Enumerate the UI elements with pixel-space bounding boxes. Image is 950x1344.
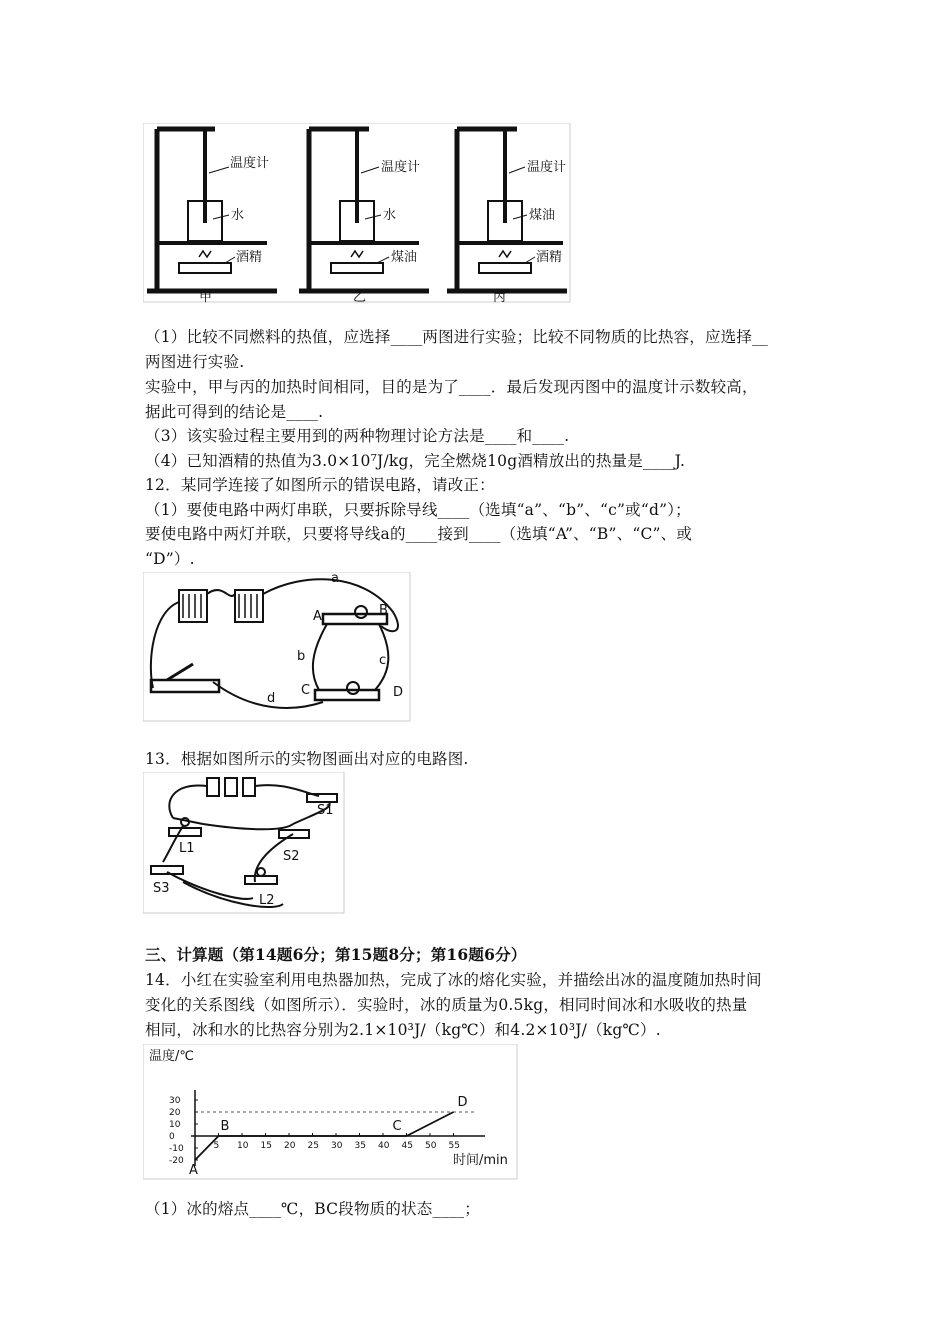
- x-tick-label: 10: [237, 1141, 249, 1151]
- x-tick-label: 15: [260, 1141, 272, 1151]
- physical-circuit-figure: [143, 772, 345, 914]
- label-water-jia: 水: [231, 208, 245, 223]
- terminal-A-label: A: [313, 609, 322, 624]
- label-thermometer-yi: 温度计: [381, 160, 421, 175]
- x-tick-label: 5: [213, 1141, 220, 1151]
- label-thermometer-bing: 温度计: [527, 160, 567, 175]
- point-label-A: A: [189, 1163, 198, 1178]
- point-label-C: C: [392, 1119, 402, 1134]
- q12-line-1: 12．某同学连接了如图所示的错误电路，请改正：: [145, 476, 495, 494]
- y-tick-label: -20: [169, 1156, 184, 1166]
- lamp-L2-label: L2: [259, 893, 275, 908]
- y-tick-label: 20: [169, 1108, 181, 1118]
- x-tick-label: 35: [354, 1141, 366, 1151]
- q11-line-3: 实验中，甲与丙的加热时间相同，目的是为了____．最后发现丙图中的温度计示数较高，: [145, 378, 758, 396]
- q12-line-3: 要使电路中两灯并联，只要将导线a的____接到____（选填“A”、“B”、“C”、或: [145, 525, 693, 543]
- q11-line-5: （3）该实验过程主要用到的两种物理讨论方法是____和____.: [145, 427, 570, 445]
- y-tick-label: 0: [169, 1132, 175, 1142]
- q11-line-6: （4）已知酒精的热值为3.0×10⁷J/kg，完全燃烧10g酒精放出的热量是____J.: [145, 452, 686, 470]
- terminal-B-label: B: [379, 603, 388, 618]
- q11-line-2: 两图进行实验.: [145, 353, 245, 371]
- x-tick-label: 30: [331, 1141, 343, 1151]
- q14-line-1: 14．小红在实验室利用电热器加热，完成了冰的熔化实验，并描绘出冰的温度随加热时间: [145, 971, 762, 989]
- switch-S3-label: S3: [153, 881, 170, 896]
- x-tick-label: 45: [401, 1141, 413, 1151]
- point-label-B: B: [220, 1119, 230, 1134]
- x-tick-label: 25: [307, 1141, 319, 1151]
- y-tick-label: 10: [169, 1120, 181, 1130]
- q11-line-1: （1）比较不同燃料的热值，应选择____两图进行实验；比较不同物质的比热容，应选择__: [145, 328, 768, 346]
- q12-line-2: （1）要使电路中两灯串联，只要拆除导线____（选填“a”、“b”、“c”或“d”）；: [145, 501, 691, 519]
- label-kerosene-yi: 煤油: [391, 250, 418, 265]
- x-axis-label: 时间/min: [453, 1153, 508, 1168]
- x-tick-label: 40: [378, 1141, 390, 1151]
- y-axis-label: 温度/℃: [149, 1049, 194, 1064]
- x-tick-label: 50: [425, 1141, 437, 1151]
- q14-line-2: 变化的关系图线（如图所示）．实验时，冰的质量为0.5kg，相同时间冰和水吸收的热量: [145, 996, 748, 1014]
- terminal-D-label: D: [393, 685, 404, 700]
- point-label-D: D: [457, 1095, 468, 1110]
- caption-yi: 乙: [353, 290, 367, 303]
- wire-d-label: d: [267, 691, 276, 706]
- lamp-L1-label: L1: [179, 841, 195, 856]
- label-alcohol-jia: 酒精: [236, 250, 263, 265]
- q14-line-3: 相同，冰和水的比热容分别为2.1×10³J/（kg℃）和4.2×10³J/（kg℃）.: [145, 1021, 661, 1039]
- terminal-C-label: C: [301, 683, 311, 698]
- label-alcohol-bing: 酒精: [536, 250, 563, 265]
- label-kerosene-bing: 煤油: [529, 208, 556, 223]
- y-tick-label: 30: [169, 1096, 181, 1106]
- caption-jia: 甲: [199, 290, 213, 303]
- heating-apparatus-figure: [143, 123, 571, 303]
- label-water-yi: 水: [383, 208, 397, 223]
- wire-a-label: a: [331, 572, 339, 586]
- label-thermometer-jia: 温度计: [230, 156, 270, 171]
- q12-line-4: “D”）.: [145, 550, 195, 568]
- temperature-time-chart: [143, 1044, 518, 1180]
- switch-S2-label: S2: [283, 849, 300, 864]
- wire-c-label: c: [379, 653, 387, 668]
- wire-b-label: b: [297, 649, 306, 664]
- caption-bing: 丙: [493, 290, 507, 303]
- y-tick-label: -10: [169, 1144, 184, 1154]
- x-tick-label: 20: [284, 1141, 296, 1151]
- q14-line-4: （1）冰的熔点____℃，BC段物质的状态____；: [145, 1200, 480, 1218]
- section-3-title: 三、计算题（第14题6分；第15题8分；第16题6分）: [145, 945, 527, 964]
- x-tick-label: 55: [448, 1141, 460, 1151]
- q11-line-4: 据此可得到的结论是____.: [145, 403, 324, 421]
- switch-S1-label: S1: [317, 803, 334, 818]
- q13-line-1: 13．根据如图所示的实物图画出对应的电路图.: [145, 750, 469, 768]
- wrong-circuit-figure: [143, 572, 411, 722]
